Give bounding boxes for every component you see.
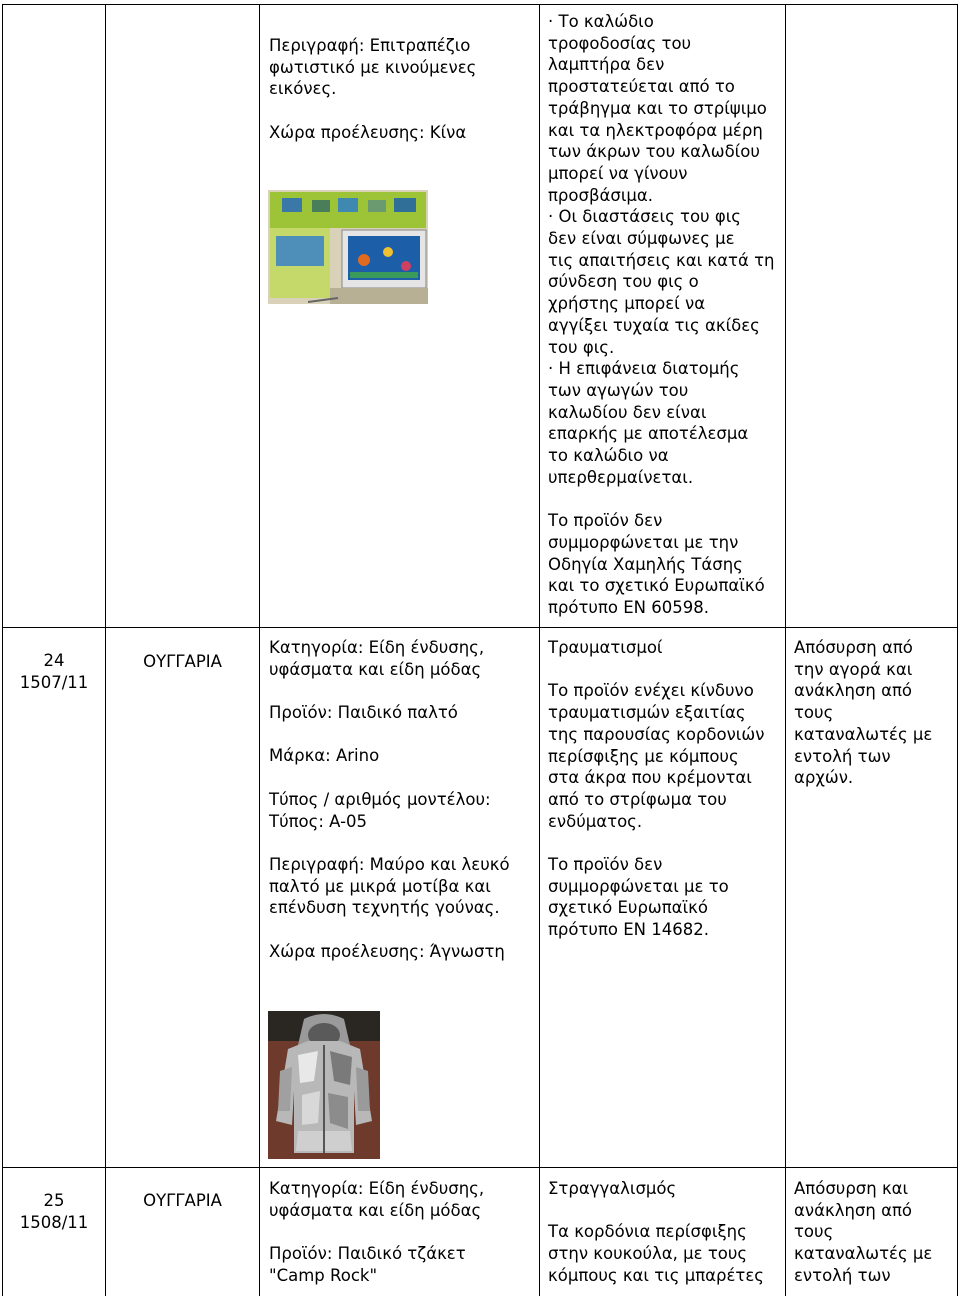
lamp-risk-line: του φις. <box>548 337 615 357</box>
lamp-risk-line: καλωδίου δεν είναι <box>548 402 707 422</box>
lamp-risk-line: και τα ηλεκτροφόρα μέρη <box>548 120 763 140</box>
row24-type-line: Τύπος: A-05 <box>269 811 368 831</box>
row24-risk-cell <box>548 637 782 941</box>
lamp-product-cell <box>269 35 531 144</box>
coat-photo <box>268 1011 380 1159</box>
lamp-risk-line: τις απαιτήσεις και κατά τη <box>548 250 775 270</box>
row24-measures-line: εντολή των <box>794 746 891 766</box>
row24-country: ΟΥΓΓΑΡΙΑ <box>143 652 222 671</box>
row25-number-cell <box>3 1190 105 1233</box>
row25-measures-line: Απόσυρση και <box>794 1179 909 1198</box>
row25-risk-type: Στραγγαλισμός <box>548 1179 677 1198</box>
row25-product-line: Προϊόν: Παιδικό τζάκετ <box>269 1244 466 1264</box>
lamp-risk-line: σύνδεση του φις ο <box>548 272 699 292</box>
row24-conformity-line: συμμορφώνεται με το <box>548 876 729 896</box>
row24-country-cell <box>106 651 259 673</box>
row25-product-line: "Camp Rock" <box>269 1265 378 1285</box>
row24-origin: Χώρα προέλευσης: Άγνωστη <box>269 941 505 961</box>
row24-category-line: υφάσματα και είδη μόδας <box>269 659 482 679</box>
row24-product-name: Προϊόν: Παιδικό παλτό <box>269 703 458 723</box>
lamp-origin: Χώρα προέλευσης: Κίνα <box>269 122 467 142</box>
lamp-risk-line: των άκρων του καλωδίου <box>548 142 760 162</box>
row24-risk-line: από το στρίφωμα του <box>548 789 727 809</box>
row24-measures-line: Απόσυρση από <box>794 638 913 657</box>
row25-number: 25 <box>43 1191 65 1210</box>
row25-risk-line: Τα κορδόνια περίσφιξης <box>548 1222 747 1242</box>
row24-measures-line: ανάκληση από <box>794 681 912 701</box>
lamp-risk-line: προστατεύεται από το <box>548 77 735 97</box>
table-row-divider-1 <box>2 627 958 628</box>
row24-measures-line: αρχών. <box>794 768 854 788</box>
table-col-divider-2 <box>259 4 260 1296</box>
row25-measures-line: καταναλωτές με <box>794 1244 933 1264</box>
row24-description-line: Περιγραφή: Μαύρο και λευκό <box>269 854 510 874</box>
row25-measures-line: εντολή των <box>794 1265 891 1285</box>
row25-measures-cell <box>794 1178 954 1287</box>
lamp-risk-line: προσβάσιμα. <box>548 185 654 205</box>
lamp-risk-line: λαμπτήρα δεν <box>548 55 665 75</box>
row24-measures-line: καταναλωτές με <box>794 724 933 744</box>
table-col-divider-4 <box>785 4 786 1296</box>
row25-reference: 1508/11 <box>19 1212 89 1232</box>
table-border-top <box>2 4 958 5</box>
lamp-risk-line: · Οι διαστάσεις του φις <box>548 207 741 227</box>
lamp-conformity-line: πρότυπο EN 60598. <box>548 597 710 617</box>
row24-brand: Μάρκα: Arino <box>269 746 380 766</box>
row24-risk-line: τραυματισμών εξαιτίας <box>548 703 746 723</box>
lamp-photo <box>268 190 428 304</box>
row24-number: 24 <box>43 651 65 670</box>
row24-conformity-line: σχετικό Ευρωπαϊκό <box>548 898 708 918</box>
lamp-conformity-line: και το σχετικό Ευρωπαϊκό <box>548 576 765 596</box>
row24-reference: 1507/11 <box>19 672 89 692</box>
row24-measures-line: την αγορά και <box>794 659 913 679</box>
row25-measures-line: ανάκληση από <box>794 1200 912 1220</box>
lamp-conformity-line: Οδηγία Χαμηλής Τάσης <box>548 554 743 574</box>
lamp-risk-line: επαρκής με αποτέλεσμα <box>548 424 749 444</box>
lamp-risk-line: τροφοδοσίας του <box>548 33 692 53</box>
row24-product-cell <box>269 637 537 962</box>
lamp-conformity-line: Το προϊόν δεν <box>548 511 663 531</box>
table-border-right <box>957 4 958 1296</box>
table-col-divider-3 <box>539 4 540 1296</box>
row25-category-line: υφάσματα και είδη μόδας <box>269 1200 482 1220</box>
lamp-risk-line: αγγίξει τυχαία τις ακίδες <box>548 315 760 335</box>
lamp-risk-line: · Η επιφάνεια διατομής <box>548 359 740 379</box>
row25-country-cell <box>106 1190 259 1212</box>
row24-description-line: επένδυση τεχνητής γούνας. <box>269 898 500 918</box>
row24-number-cell <box>3 650 105 693</box>
lamp-risk-line: τράβηγμα και το στρίψιμο <box>548 98 767 118</box>
row24-risk-line: περίσφιξης με κόμπους <box>548 746 739 766</box>
lamp-conformity-line: συμμορφώνεται με την <box>548 532 739 552</box>
row24-conformity-line: πρότυπο EN 14682. <box>548 920 710 940</box>
row24-risk-line: στα άκρα που κρέμονται <box>548 768 752 788</box>
row24-description-line: παλτό με μικρά μοτίβα και <box>269 876 491 896</box>
row25-risk-line: στην κουκούλα, με τους <box>548 1244 748 1264</box>
lamp-risk-line: των αγωγών του <box>548 380 689 400</box>
lamp-risk-line: μπορεί να γίνουν <box>548 163 688 183</box>
lamp-description: Περιγραφή: Επιτραπέζιο φωτιστικό με κινούμενες εικόνες. <box>269 36 477 99</box>
row25-risk-cell <box>548 1178 782 1287</box>
row25-category-line: Κατηγορία: Είδη ένδυσης, <box>269 1179 485 1198</box>
lamp-risk-line: δεν είναι σύμφωνες με <box>548 229 735 249</box>
lamp-risk-line: χρήστης μπορεί να <box>548 294 706 314</box>
row24-risk-line: Το προϊόν ενέχει κίνδυνο <box>548 681 754 701</box>
row24-risk-line: της παρουσίας κορδονιών <box>548 724 765 744</box>
table-col-divider-1 <box>105 4 106 1296</box>
row24-conformity-line: Το προϊόν δεν <box>548 855 663 874</box>
row25-risk-line: κόμπους και τις μπαρέτες <box>548 1265 764 1285</box>
row24-risk-line: ενδύματος. <box>548 811 643 831</box>
lamp-risk-line: υπερθερμαίνεται. <box>548 467 694 487</box>
row25-country: ΟΥΓΓΑΡΙΑ <box>143 1191 222 1210</box>
row25-product-cell <box>269 1178 537 1287</box>
row24-category-line: Κατηγορία: Είδη ένδυσης, <box>269 638 485 657</box>
row24-measures-line: τους <box>794 703 834 723</box>
row24-measures-cell <box>794 637 954 789</box>
row25-measures-line: τους <box>794 1222 834 1242</box>
lamp-risk-line: · Το καλώδιο <box>548 12 654 31</box>
row24-type-line: Τύπος / αριθμός μοντέλου: <box>269 789 491 809</box>
table-row-divider-2 <box>2 1167 958 1168</box>
row24-risk-type: Τραυματισμοί <box>548 638 663 657</box>
lamp-risk-cell <box>548 11 782 619</box>
lamp-risk-line: το καλώδιο να <box>548 446 669 466</box>
